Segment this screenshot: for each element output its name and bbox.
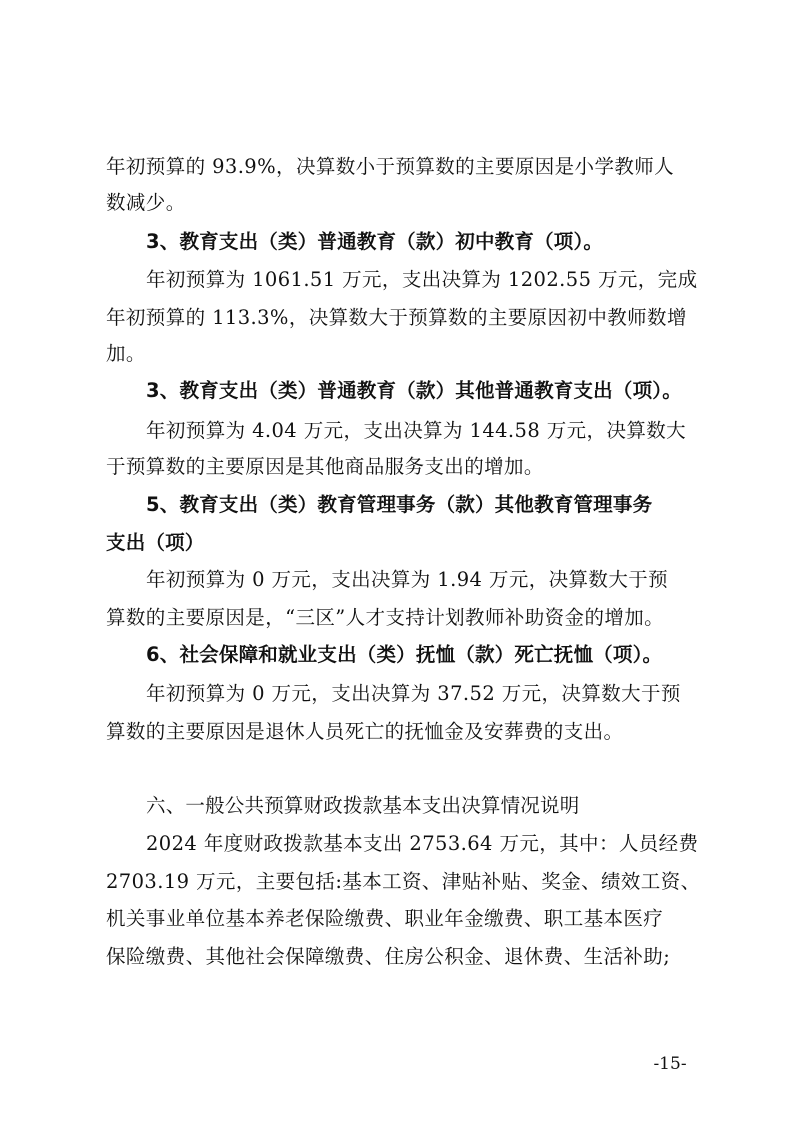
page-number: -15- <box>653 1054 687 1074</box>
paragraph-line: 2024 年度财政拨款基本支出 2753.64 万元，其中：人员经费 <box>146 832 699 855</box>
paragraph-line: 算数的主要原因是，“三区”人才支持计划教师补助资金的增加。 <box>106 606 665 629</box>
item-heading-other-general-edu: 3、教育支出（类）普通教育（款）其他普通教育支出（项）。 <box>146 379 682 402</box>
paragraph-line: 年初预算为 4.04 万元，支出决算为 144.58 万元，决算数大 <box>146 419 687 442</box>
paragraph-line: 年初预算为 0 万元，支出决算为 1.94 万元，决算数大于预 <box>146 568 669 591</box>
item-heading-social-security: 6、社会保障和就业支出（类）抚恤（款）死亡抚恤（项）。 <box>146 643 663 666</box>
paragraph-line: 机关事业单位基本养老保险缴费、职业年金缴费、职工基本医疗 <box>106 907 664 930</box>
paragraph-line: 2703.19 万元，主要包括:基本工资、津贴补贴、奖金、绩效工资、 <box>106 870 701 893</box>
paragraph-line: 加。 <box>106 342 146 365</box>
paragraph-line: 于预算数的主要原因是其他商品服务支出的增加。 <box>106 455 544 478</box>
paragraph-line: 年初预算的 93.9%，决算数小于预算数的主要原因是小学教师人 <box>106 155 675 178</box>
item-heading-edu-admin: 5、教育支出（类）教育管理事务（款）其他教育管理事务 <box>146 493 653 516</box>
paragraph-line: 保险缴费、其他社会保障缴费、住房公积金、退休费、生活补助; <box>106 945 671 968</box>
item-heading-junior-middle: 3、教育支出（类）普通教育（款）初中教育（项）。 <box>146 230 604 253</box>
section-heading: 六、一般公共预算财政拨款基本支出决算情况说明 <box>146 794 580 817</box>
paragraph-line: 年初预算为 1061.51 万元，支出决算为 1202.55 万元，完成 <box>146 268 698 291</box>
paragraph-line: 年初预算的 113.3%，决算数大于预算数的主要原因初中教师数增 <box>106 306 687 329</box>
paragraph-line: 数减少。 <box>106 191 186 214</box>
paragraph-line: 年初预算为 0 万元，支出决算为 37.52 万元，决算数大于预 <box>146 682 681 705</box>
item-heading-edu-admin-cont: 支出（项） <box>106 531 205 554</box>
paragraph-line: 算数的主要原因是退休人员死亡的抚恤金及安葬费的支出。 <box>106 720 624 743</box>
